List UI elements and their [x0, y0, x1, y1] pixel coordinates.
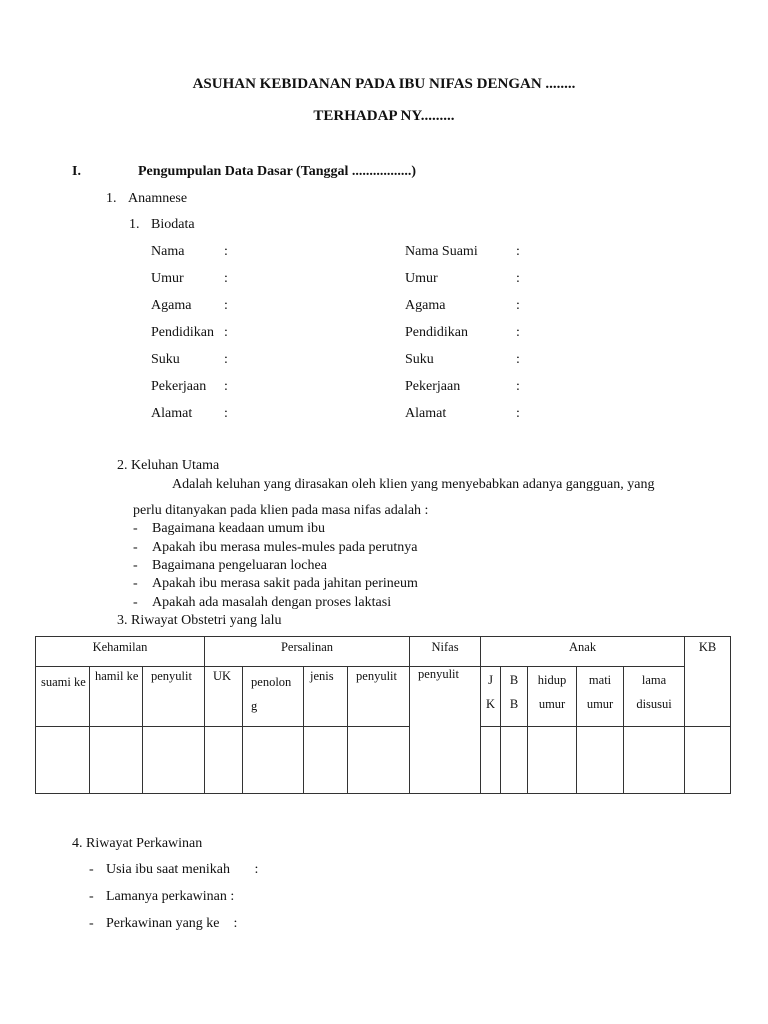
table-cell[interactable]	[348, 727, 410, 794]
table-row	[36, 727, 731, 794]
subheader-penolong-label: penolon g	[251, 675, 292, 713]
document-title-line-1: ASUHAN KEBIDANAN PADA IBU NIFAS DENGAN ........	[192, 76, 576, 92]
field-pekerjaan: Pekerjaan	[151, 379, 207, 394]
subheader-nifas-penyulit-label: penyulit	[418, 667, 459, 681]
list-bullet: -	[89, 916, 94, 931]
header-kehamilan	[36, 637, 205, 667]
subheader-bb-b2: B	[509, 697, 519, 711]
subheader-penyulit-label: penyulit	[151, 669, 192, 683]
subheader-disusui-label: disusui	[636, 697, 672, 711]
list-bullet: -	[133, 521, 138, 536]
subheader-mati	[577, 667, 624, 727]
field-suku-suami: Suku	[405, 352, 434, 367]
field-alamat: Alamat	[151, 406, 193, 421]
list-item: Apakah ibu merasa mules-mules pada perutnya	[152, 540, 418, 555]
colon: :	[516, 325, 520, 340]
keluhan-text-line-2: perlu ditanyakan pada klien pada masa nifas adalah :	[133, 503, 429, 518]
header-persalinan-label: Persalinan	[280, 640, 334, 654]
table-cell[interactable]	[624, 727, 685, 794]
colon: :	[224, 325, 228, 340]
obstetri-heading: 3. Riwayat Obstetri yang lalu	[117, 613, 282, 628]
table-cell[interactable]	[36, 727, 90, 794]
field-nama: Nama	[151, 244, 185, 259]
subheader-hidup-label: hidup	[537, 673, 567, 687]
subheader-penyulit-label: penyulit	[356, 669, 397, 683]
header-kehamilan-label: Kehamilan	[92, 640, 148, 654]
table-cell[interactable]	[143, 727, 205, 794]
subheader-penyulit-kehamilan	[143, 667, 205, 727]
subheader-jk-j: J	[488, 673, 493, 687]
biodata-label: Biodata	[151, 217, 195, 232]
obstetri-table	[35, 636, 731, 794]
list-item: Bagaimana keadaan umum ibu	[152, 521, 325, 536]
list-bullet: -	[133, 595, 138, 610]
colon: :	[224, 379, 228, 394]
subheader-mati-umur: umur	[586, 697, 614, 711]
field-pekerjaan-suami: Pekerjaan	[405, 379, 461, 394]
list-item: Apakah ibu merasa sakit pada jahitan perineum	[152, 576, 418, 591]
header-anak	[481, 637, 685, 667]
table-cell[interactable]	[577, 727, 624, 794]
list-bullet: -	[89, 862, 94, 877]
section-numeral: I.	[72, 164, 81, 179]
table-cell[interactable]	[501, 727, 528, 794]
subheader-jk-k: K	[486, 697, 496, 711]
colon: :	[224, 352, 228, 367]
field-pendidikan-suami: Pendidikan	[405, 325, 468, 340]
field-umur: Umur	[151, 271, 184, 286]
subheader-suami-ke	[36, 667, 90, 727]
table-cell[interactable]	[528, 727, 577, 794]
subheader-suami-ke-label: suami ke	[41, 675, 86, 689]
subheader-penolong	[243, 667, 304, 727]
subheader-hamil-ke-label: hamil ke	[95, 669, 139, 683]
table-cell[interactable]	[243, 727, 304, 794]
cell-nifas-penyulit	[410, 667, 481, 794]
subheader-uk	[205, 667, 243, 727]
keluhan-heading: 2. Keluhan Utama	[117, 458, 220, 473]
list-bullet: -	[133, 540, 138, 555]
header-kb	[685, 637, 731, 727]
subheader-hidup-umur: umur	[538, 697, 566, 711]
document-title-line-2: TERHADAP NY.........	[313, 108, 455, 124]
colon: :	[224, 271, 228, 286]
header-persalinan	[205, 637, 410, 667]
list-item: Lamanya perkawinan :	[106, 889, 235, 904]
field-agama-suami: Agama	[405, 298, 446, 313]
field-nama-suami: Nama Suami	[405, 244, 478, 259]
list-bullet: -	[133, 558, 138, 573]
colon: :	[224, 298, 228, 313]
subheader-hamil-ke	[90, 667, 143, 727]
field-agama: Agama	[151, 298, 192, 313]
subheader-jk	[481, 667, 501, 727]
table-cell[interactable]	[685, 727, 731, 794]
list-bullet: -	[89, 889, 94, 904]
subheader-penyulit-persalinan	[348, 667, 410, 727]
subheader-bb	[501, 667, 528, 727]
perkawinan-heading: 4. Riwayat Perkawinan	[72, 836, 203, 851]
anamnese-number: 1.	[106, 191, 117, 206]
subheader-jenis	[304, 667, 348, 727]
biodata-number: 1.	[129, 217, 140, 232]
table-cell[interactable]	[90, 727, 143, 794]
keluhan-text-line-1: Adalah keluhan yang dirasakan oleh klien yang menyebabkan adanya gangguan, yang	[172, 477, 655, 492]
subheader-lama-label: lama	[641, 673, 667, 687]
header-kb-label: KB	[698, 640, 717, 654]
field-umur-suami: Umur	[405, 271, 438, 286]
list-bullet: -	[133, 576, 138, 591]
table-cell[interactable]	[481, 727, 501, 794]
subheader-mati-label: mati	[588, 673, 612, 687]
colon: :	[516, 352, 520, 367]
colon: :	[516, 379, 520, 394]
list-item: Apakah ada masalah dengan proses laktasi	[152, 595, 392, 610]
colon: :	[516, 406, 520, 421]
subheader-jenis-label: jenis	[310, 669, 334, 683]
colon: :	[224, 406, 228, 421]
colon: :	[516, 271, 520, 286]
field-pendidikan: Pendidikan	[151, 325, 214, 340]
subheader-uk-label: UK	[213, 669, 232, 683]
field-suku: Suku	[151, 352, 180, 367]
list-item: Perkawinan yang ke :	[106, 916, 238, 931]
list-item: Usia ibu saat menikah :	[106, 862, 259, 877]
subheader-bb-b1: B	[509, 673, 519, 687]
table-cell[interactable]	[205, 727, 243, 794]
header-nifas-label: Nifas	[431, 640, 459, 654]
subheader-lama-disusui	[624, 667, 685, 727]
colon: :	[516, 298, 520, 313]
table-cell[interactable]	[304, 727, 348, 794]
header-anak-label: Anak	[569, 640, 597, 654]
header-nifas	[410, 637, 481, 667]
colon: :	[224, 244, 228, 259]
list-item: Bagaimana pengeluaran lochea	[152, 558, 327, 573]
anamnese-label: Anamnese	[128, 191, 188, 206]
colon: :	[516, 244, 520, 259]
subheader-hidup	[528, 667, 577, 727]
section-heading: Pengumpulan Data Dasar (Tanggal .................)	[138, 164, 417, 179]
field-alamat-suami: Alamat	[405, 406, 447, 421]
